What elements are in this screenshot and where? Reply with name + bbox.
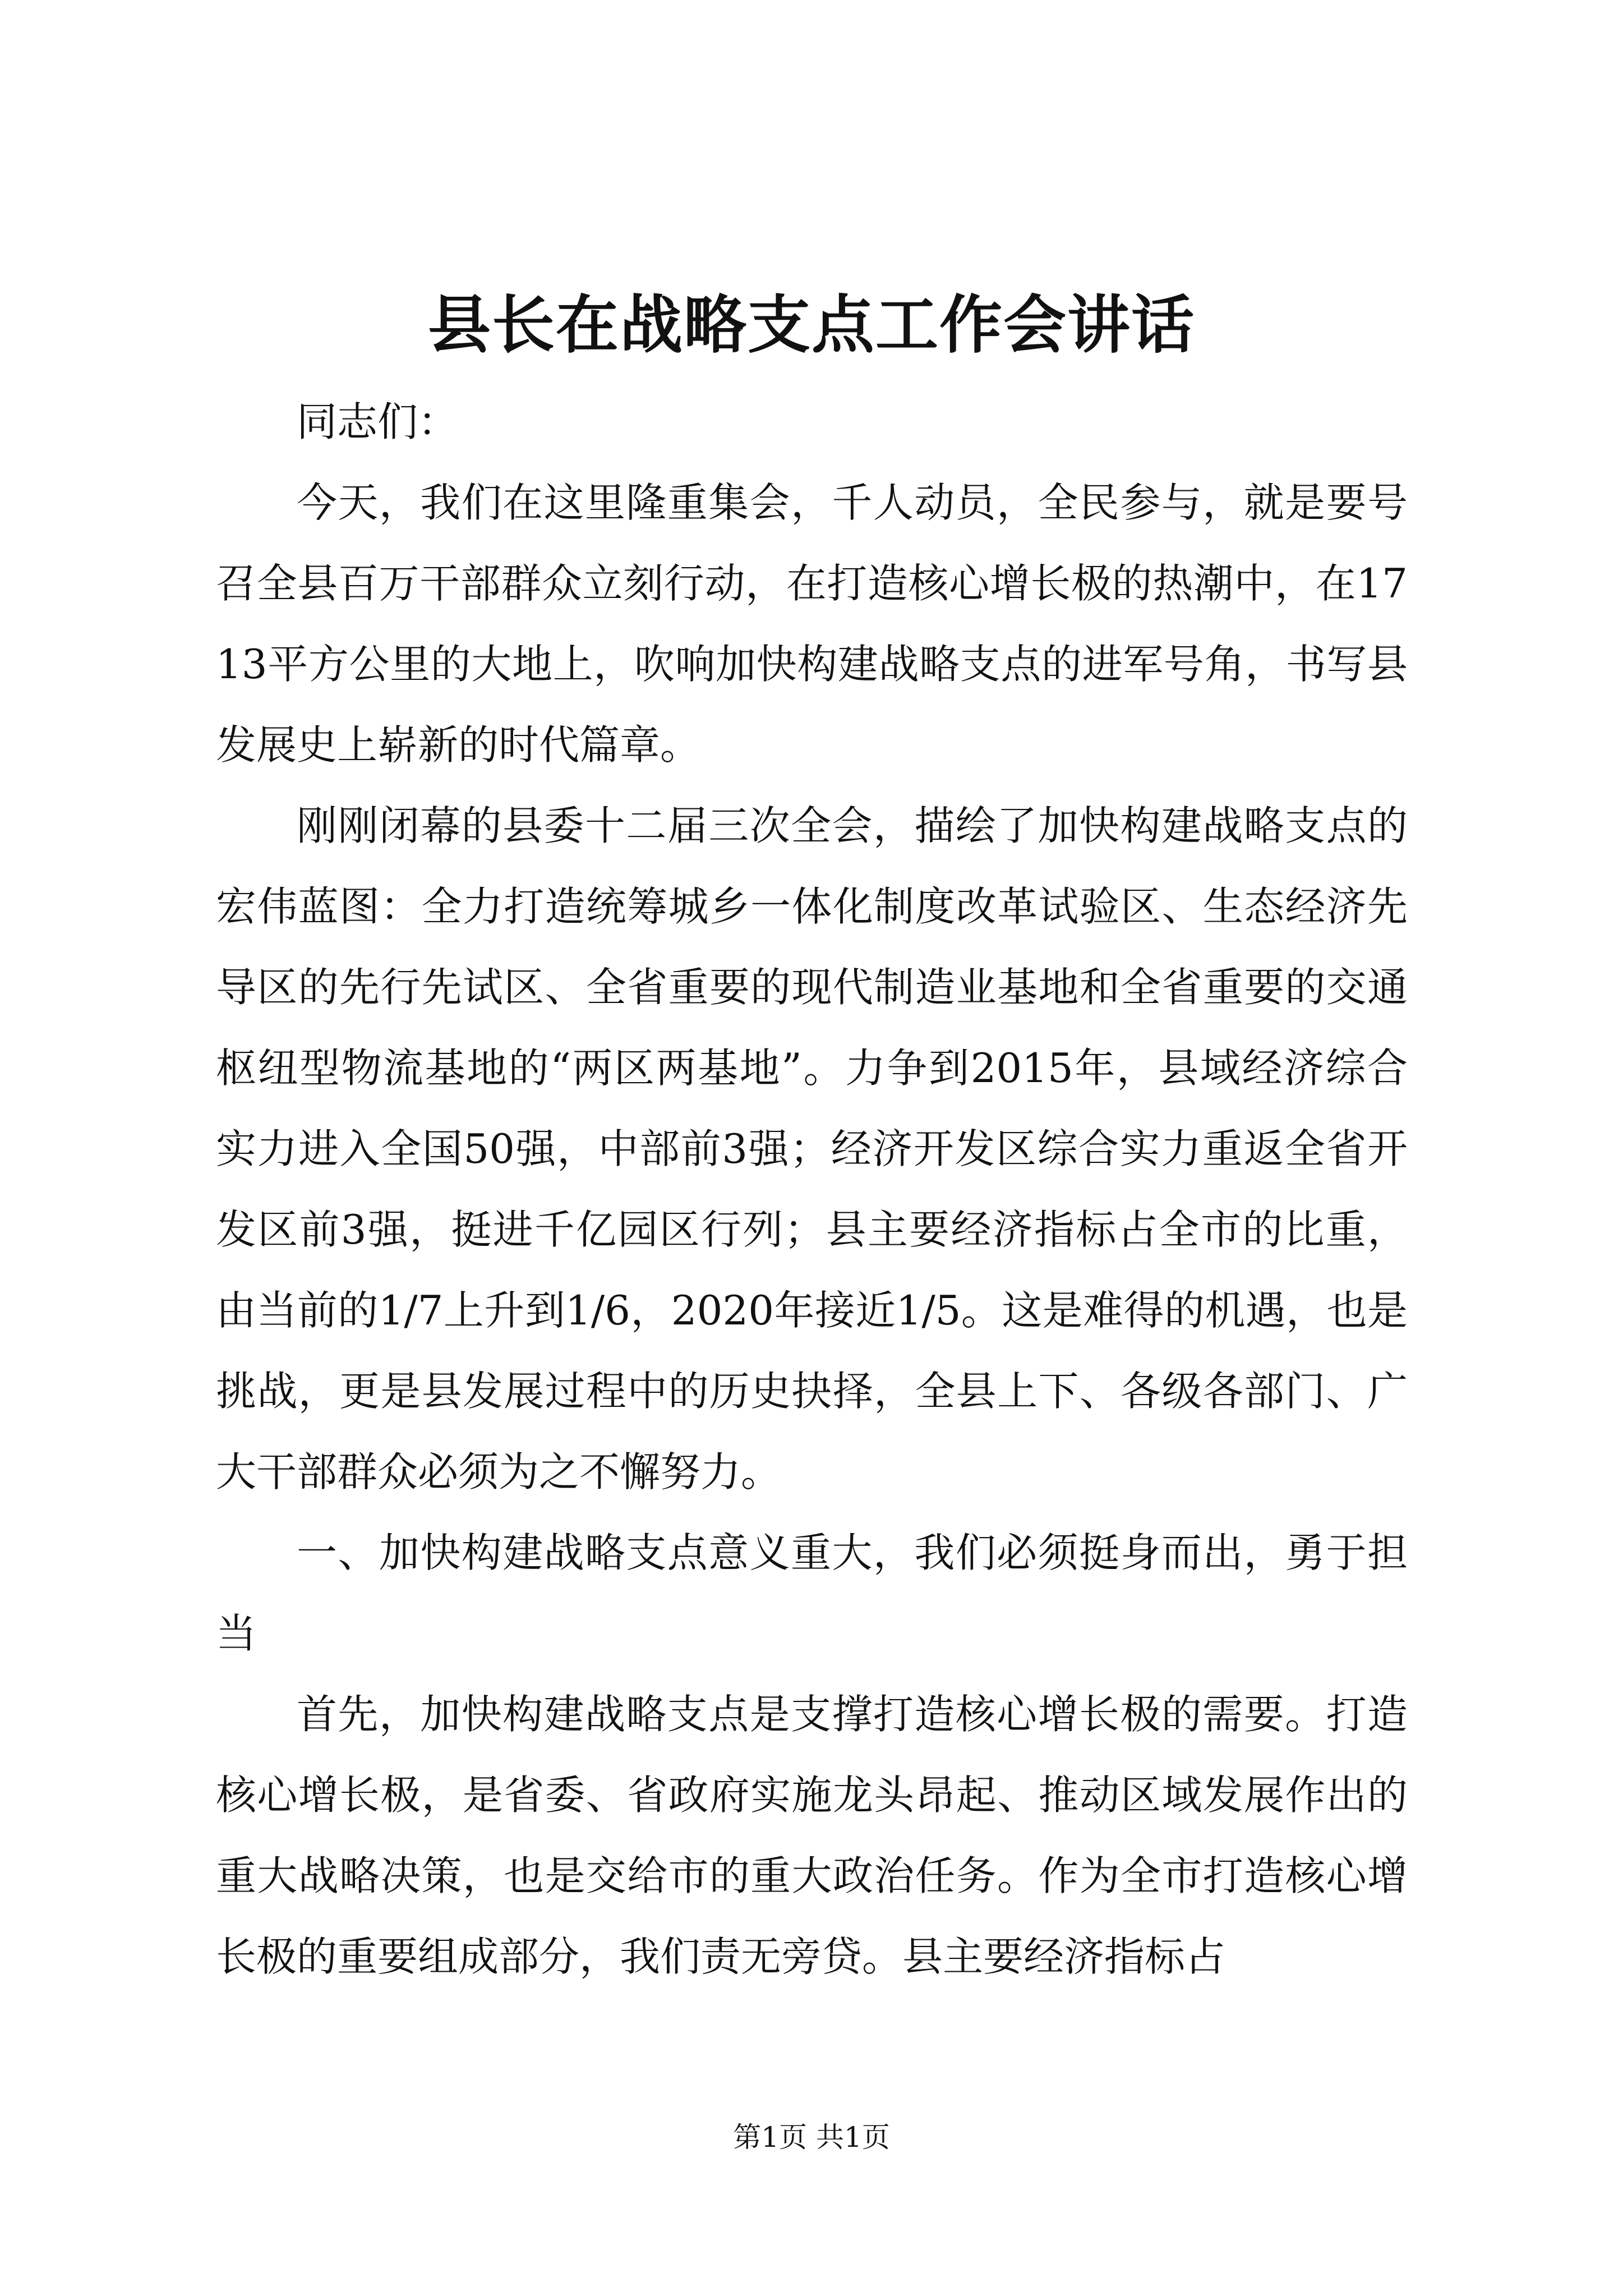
section-heading-one: 一、加快构建战略支点意义重大，我们必须挺身而出，勇于担当: [216, 1529, 1408, 1657]
page-number-footer: 第1页 共1页: [733, 2121, 890, 2154]
salutation-paragraph: 同志们：: [297, 398, 459, 445]
first-point-paragraph: 首先，加快构建战略支点是支撑打造核心增长极的需要。打造核心增长极，是省委、省政府实施龙头昂起、推动区域发展作出的重大战略决策，也是交给市的重大政治任务。作为全市打造核心增长极的重要组成部分，我们责无旁贷。县主要经济指标占: [216, 1691, 1408, 1980]
opening-paragraph: 今天，我们在这里隆重集会，千人动员，全民参与，就是要号召全县百万干部群众立刻行动，在打造核心增长极的热潮中，在1713平方公里的大地上，吹响加快构建战略支点的进军号角，书写县发展史上崭新的时代篇章。: [216, 479, 1408, 769]
blueprint-paragraph: 刚刚闭幕的县委十二届三次全会，描绘了加快构建战略支点的宏伟蓝图：全力打造统筹城乡一体化制度改革试验区、生态经济先导区的先行先试区、全省重要的现代制造业基地和全省重要的交通枢纽型物流基地的“两区两基地”。力争到2015年，县域经济综合实力进入全国50强，中部前3强；经济开发区综合实力重返全省开发区前3强，挺进千亿园区行列；县主要经济指标占全市的比重，由当前的1/7上升到1/6，2020年接近1/5。这是难得的机遇，也是挑战，更是县发展过程中的历史抉择，全县上下、各级各部门、广大干部群众必须为之不懈努力。: [216, 802, 1408, 1496]
document-title: 县长在战略支点工作会讲话: [428, 288, 1195, 362]
document-body: [216, 381, 1408, 1997]
